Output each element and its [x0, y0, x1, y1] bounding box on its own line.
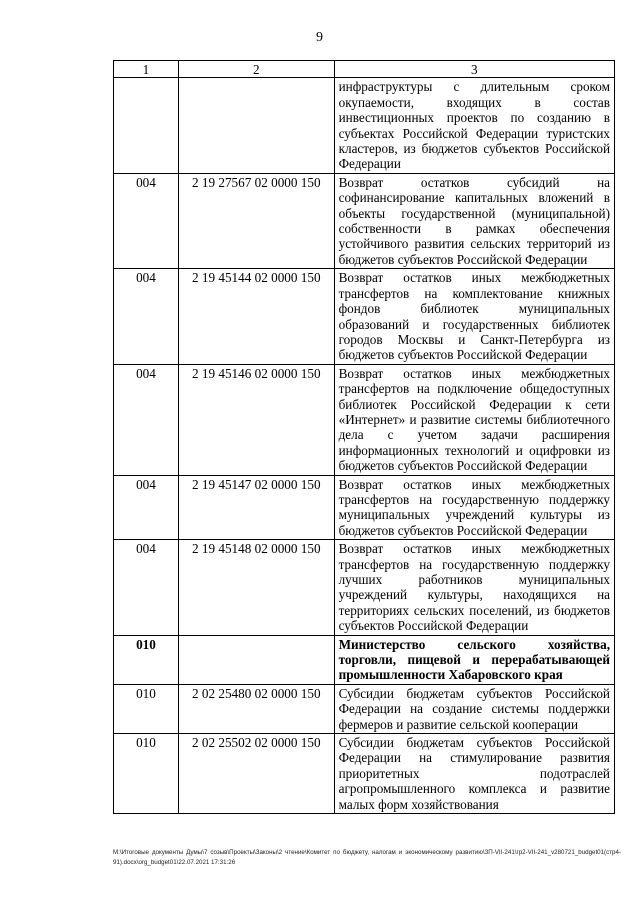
- description-cell: Субсидии бюджетам субъектов Российской Федерации на создание системы поддержки фермеров и развитие сельской кооперации: [334, 684, 614, 733]
- admin-code-cell: 010: [114, 635, 179, 684]
- column-header: 1: [114, 61, 179, 78]
- budget-code-cell: 2 02 25502 02 0000 150: [178, 734, 334, 814]
- table-row: [114, 173, 615, 268]
- admin-code-cell: 010: [114, 684, 179, 733]
- budget-code-cell: 2 19 45146 02 0000 150: [178, 364, 334, 475]
- table-row: [114, 78, 615, 173]
- table-row: [114, 269, 615, 364]
- description-cell: инфраструктуры с длительным сроком окупаемости, входящих в состав инвестиционных проектов по созданию в субъектах Российской Федерации туристских кластеров, из бюджетов субъектов Российской Федерации: [334, 78, 614, 173]
- table-row: [114, 684, 615, 733]
- column-header: 2: [178, 61, 334, 78]
- table-row-ministry: [114, 635, 615, 684]
- admin-code-cell: 004: [114, 475, 179, 540]
- income-codes-table: [113, 60, 615, 814]
- table-row: [114, 734, 615, 814]
- description-cell: Возврат остатков иных межбюджетных трансфертов на подключение общедоступных библиотек Российской Федерации к сети «Интернет» и развитие системы библиотечного дела с учетом задачи расширения информационных технологий и оцифровки из бюджетов субъектов Российской Федерации: [334, 364, 614, 475]
- budget-code-cell: 2 19 45148 02 0000 150: [178, 540, 334, 635]
- description-cell: Субсидии бюджетам субъектов Российской Федерации на стимулирование развития приоритетных подотраслей агропромышленного комплекса и развитие малых форм хозяйствования: [334, 734, 614, 814]
- ministry-name-cell: Министерство сельского хозяйства, торговли, пищевой и перерабатывающей промышленности Хабаровского края: [334, 635, 614, 684]
- page-number: 9: [316, 30, 323, 45]
- table-row: [114, 540, 615, 635]
- budget-code-cell: [178, 635, 334, 684]
- table-row: [114, 475, 615, 540]
- budget-code-cell: 2 19 27567 02 0000 150: [178, 173, 334, 268]
- admin-code-cell: 010: [114, 734, 179, 814]
- description-cell: Возврат остатков иных межбюджетных трансфертов на государственную поддержку муниципальных учреждений культуры из бюджетов субъектов Российской Федерации: [334, 475, 614, 540]
- budget-code-cell: [178, 78, 334, 173]
- admin-code-cell: [114, 78, 179, 173]
- admin-code-cell: 004: [114, 540, 179, 635]
- table-row: [114, 364, 615, 475]
- budget-code-cell: 2 19 45144 02 0000 150: [178, 269, 334, 364]
- budget-code-cell: 2 02 25480 02 0000 150: [178, 684, 334, 733]
- admin-code-cell: 004: [114, 269, 179, 364]
- description-cell: Возврат остатков иных межбюджетных трансфертов на комплектование книжных фондов библиотек муниципальных образований и государственных библиотек городов Москвы и Санкт-Петербурга из бюджетов субъектов Российской Федерации: [334, 269, 614, 364]
- admin-code-cell: 004: [114, 173, 179, 268]
- table-header-row: [114, 61, 615, 78]
- description-cell: Возврат остатков субсидий на софинансирование капитальных вложений в объекты государственной (муниципальной) собственности в рамках обеспечения устойчивого развития сельских территорий из бюджетов субъектов Российской Федерации: [334, 173, 614, 268]
- admin-code-cell: 004: [114, 364, 179, 475]
- file-path-footer: M:\Итоговые документы Думы\7 созыв\Проекты\Законы\2 чтение\Комитет по бюджету, налогам и экономическому развитию\ЗП-VII-241\гр2-VII-241_v280721_budget01(стр4-91).docx\org_budget01\22.07.2021 17:31:26: [113, 849, 621, 866]
- description-cell: Возврат остатков иных межбюджетных трансфертов на государственную поддержку лучших работников муниципальных учреждений культуры, находящихся на территориях сельских поселений, из бюджетов субъектов Российской Федерации: [334, 540, 614, 635]
- column-header: 3: [334, 61, 614, 78]
- budget-code-cell: 2 19 45147 02 0000 150: [178, 475, 334, 540]
